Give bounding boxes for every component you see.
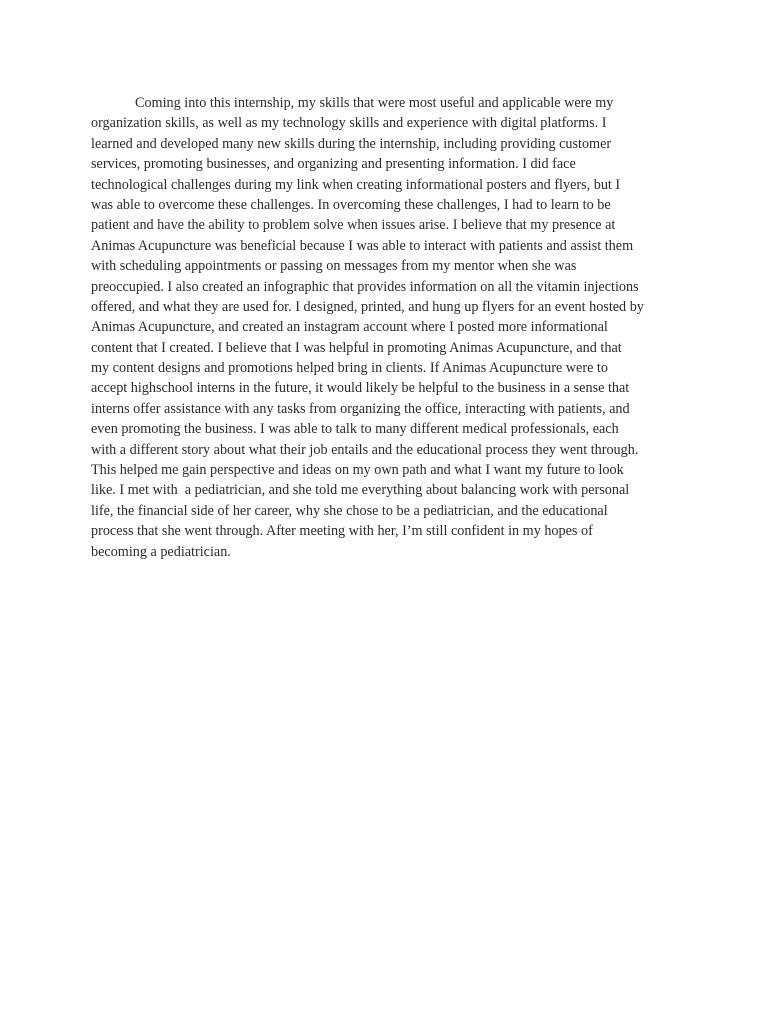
paragraph-line: was able to overcome these challenges. In overcoming these challenges, I had to learn to be (91, 196, 611, 213)
paragraph-line: interns offer assistance with any tasks from organizing the office, interacting with patients, and (91, 400, 630, 417)
paragraph-line: life, the financial side of her career, why she chose to be a pediatrician, and the educational (91, 502, 608, 519)
paragraph-line: patient and have the ability to problem solve when issues arise. I believe that my presence at (91, 217, 616, 234)
paragraph-line: like. I met with a pediatrician, and she told me everything about balancing work with personal (91, 482, 630, 499)
paragraph-line: Animas Acupuncture, and created an instagram account where I posted more informational (91, 319, 608, 336)
paragraph-line: offered, and what they are used for. I designed, printed, and hung up flyers for an event hosted by (91, 298, 644, 315)
paragraph-line: accept highschool interns in the future, it would likely be helpful to the business in a sense that (91, 380, 630, 397)
paragraph-line: preoccupied. I also created an infographic that provides information on all the vitamin injections (91, 278, 639, 295)
paragraph-line: technological challenges during my link when creating informational posters and flyers, but I (91, 176, 621, 193)
paragraph-line: my content designs and promotions helped bring in clients. If Animas Acupuncture were to (91, 360, 608, 377)
paragraph-line: learned and developed many new skills during the internship, including providing customer (91, 135, 612, 152)
paragraph-line: services, promoting businesses, and organizing and presenting information. I did face (91, 156, 576, 173)
paragraph-line: with scheduling appointments or passing on messages from my mentor when she was (91, 258, 577, 275)
paragraph-line: becoming a pediatrician. (91, 543, 231, 560)
paragraph-line: This helped me gain perspective and ideas on my own path and what I want my future to look (91, 462, 624, 479)
body-paragraph (91, 93, 691, 562)
paragraph-line: Coming into this internship, my skills that were most useful and applicable were my (135, 95, 614, 111)
paragraph-line: organization skills, as well as my technology skills and experience with digital platforms. I (91, 115, 607, 132)
paragraph-line: with a different story about what their job entails and the educational process they went through. (91, 441, 639, 458)
paragraph-line: process that she went through. After meeting with her, I’m still confident in my hopes of (91, 523, 593, 540)
paragraph-line: content that I created. I believe that I was helpful in promoting Animas Acupuncture, and that (91, 339, 622, 356)
paragraph-line: Animas Acupuncture was beneficial because I was able to interact with patients and assist them (91, 237, 634, 254)
paragraph-line: even promoting the business. I was able to talk to many different medical professionals, each (91, 421, 619, 438)
